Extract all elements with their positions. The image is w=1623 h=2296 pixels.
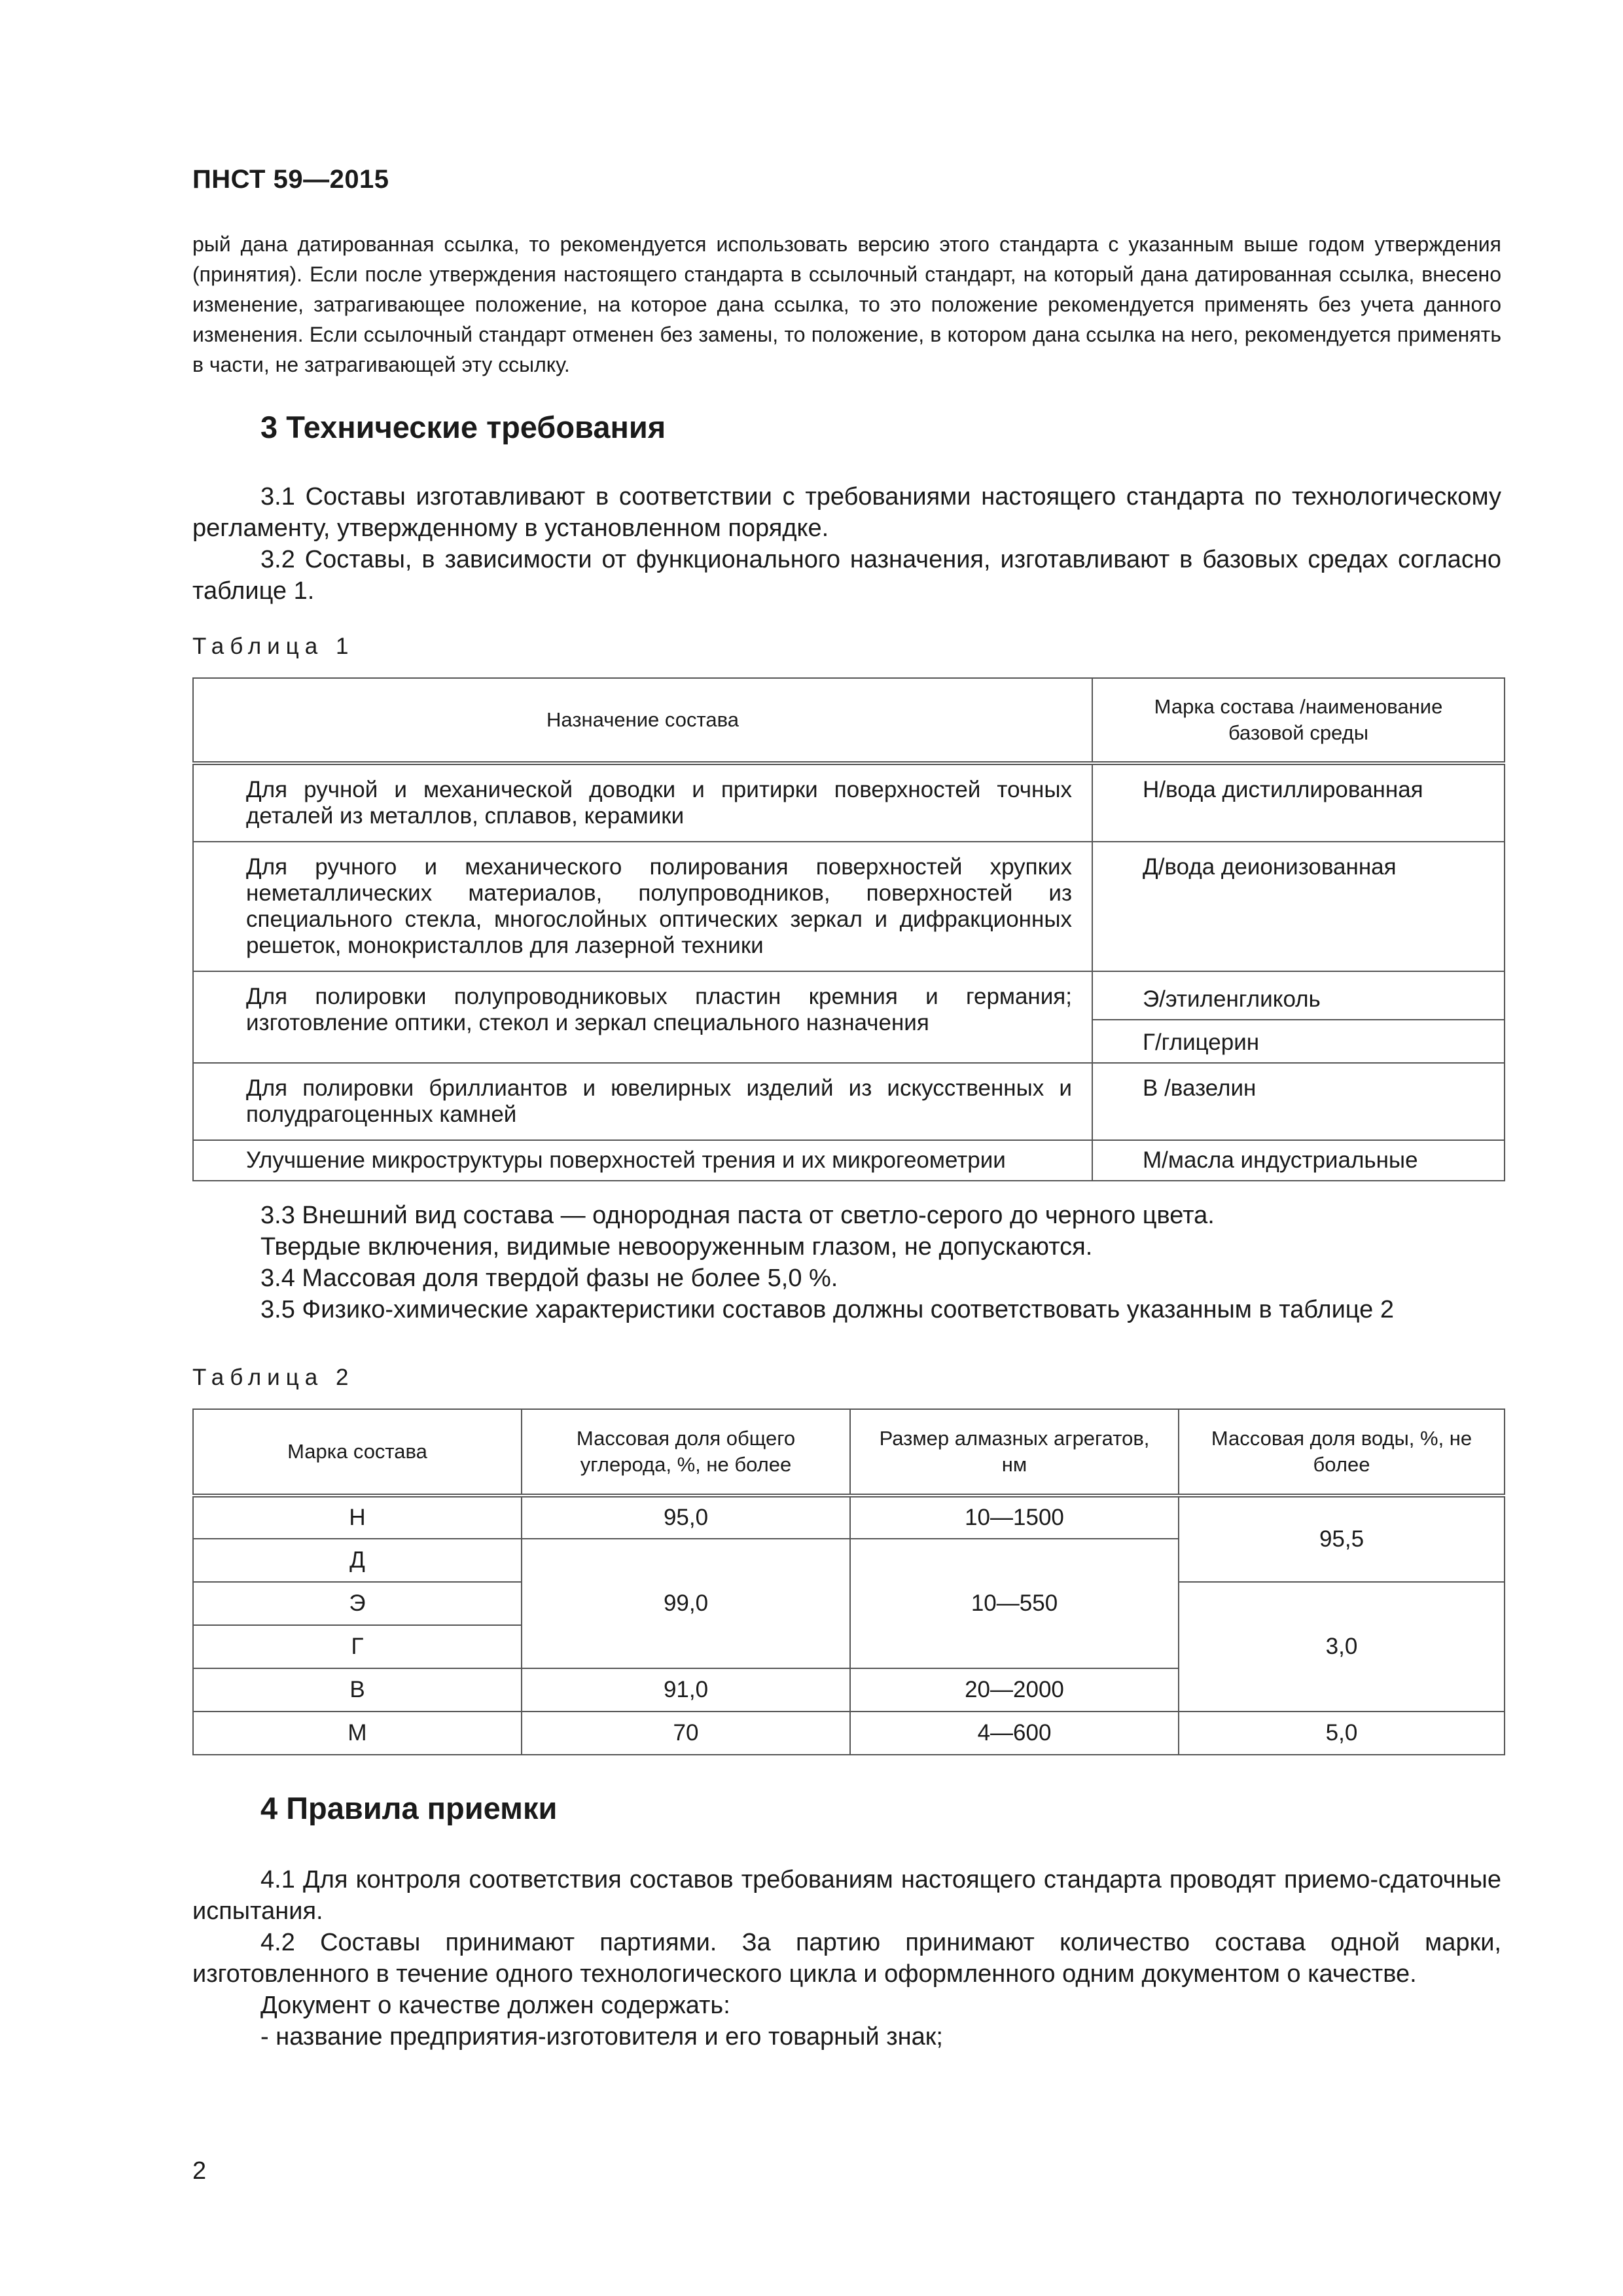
paragraph-4-1: 4.1 Для контроля соответствия составов требованиям настоящего стандарта проводят приемо-сдаточные испытания. bbox=[192, 1866, 1501, 1925]
column-header: Размер алмазных агрегатов, нм bbox=[850, 1409, 1179, 1496]
column-header: Марка состава /наименование базовой среды bbox=[1092, 678, 1505, 763]
column-header: Массовая доля общего углерода, %, не более bbox=[522, 1409, 850, 1496]
mark-cell: В /вазелин bbox=[1092, 1063, 1505, 1140]
mark-cell: М bbox=[193, 1712, 522, 1755]
carbon-cell: 99,0 bbox=[522, 1539, 850, 1668]
purpose-cell: Для ручного и механического полирования поверхностей хрупких неметаллических материалов, полупроводников, поверхностей из специального стекла, многослойных оптических зеркал и дифракционных решеток, монокристаллов для лазерной техники bbox=[193, 842, 1092, 971]
intro-text: рый дана датированная ссылка, то рекомендуется использовать версию этого стандарта с указанным выше годом утверждения (принятия). Если после утверждения настоящего стандарта в ссылочный стандарт, на который дана датированная ссылка, внесено изменение, затрагивающее положение, на которое дана ссылка, то это положение рекомендуется применять без учета данного изменения. Если ссылочный стандарт отменен без замены, то положение, в котором дана ссылка на него, рекомендуется применять в части, не затрагивающей эту ссылку. bbox=[192, 232, 1501, 376]
column-header: Назначение состава bbox=[193, 678, 1092, 763]
column-header: Массовая доля воды, %, не более bbox=[1179, 1409, 1505, 1496]
table-2-caption: Таблица 2 bbox=[192, 1365, 355, 1390]
mark-cell: Э/этиленгликоль bbox=[1092, 971, 1505, 1020]
mark-cell: Д/вода деионизованная bbox=[1092, 842, 1505, 971]
table-row bbox=[193, 1140, 1505, 1181]
mark-cell: Н/вода дистиллированная bbox=[1092, 763, 1505, 842]
section-3-body bbox=[192, 481, 1501, 607]
mark-cell: Э bbox=[193, 1582, 522, 1625]
table-row bbox=[193, 763, 1505, 842]
water-cell: 5,0 bbox=[1179, 1712, 1505, 1755]
table-header-row bbox=[193, 678, 1505, 763]
table-1-caption: Таблица 1 bbox=[192, 634, 355, 659]
table-row bbox=[193, 971, 1505, 1020]
size-cell: 4—600 bbox=[850, 1712, 1179, 1755]
mark-cell: М/масла индустриальные bbox=[1092, 1140, 1505, 1181]
purpose-cell: Для ручной и механической доводки и притирки поверхностей точных деталей из металлов, сплавов, керамики bbox=[193, 763, 1092, 842]
paragraph-4-2: 4.2 Составы принимают партиями. За партию принимают количество состава одной марки, изготовленного в течение одного технологического цикла и оформленного одним документом о качестве. bbox=[192, 1929, 1501, 1988]
list-item: - название предприятия-изготовителя и его товарный знак; bbox=[260, 2023, 943, 2051]
paragraph-4-doc: Документ о качестве должен содержать: bbox=[260, 1992, 730, 2019]
page-number: 2 bbox=[192, 2157, 207, 2185]
size-cell: 20—2000 bbox=[850, 1668, 1179, 1712]
purpose-cell: Улучшение микроструктуры поверхностей трения и их микрогеометрии bbox=[193, 1140, 1092, 1181]
paragraph-3-1: 3.1 Составы изготавливают в соответствии с требованиями настоящего стандарта по технологическому регламенту, утвержденному в установленном порядке. bbox=[192, 483, 1501, 542]
section-3-body-cont bbox=[192, 1200, 1501, 1325]
water-cell: 3,0 bbox=[1179, 1582, 1505, 1712]
carbon-cell: 95,0 bbox=[522, 1496, 850, 1539]
size-cell: 10—550 bbox=[850, 1539, 1179, 1668]
section-4-heading: 4 Правила приемки bbox=[260, 1791, 558, 1825]
mark-cell: Д bbox=[193, 1539, 522, 1582]
section-3-heading: 3 Технические требования bbox=[260, 410, 666, 444]
carbon-cell: 91,0 bbox=[522, 1668, 850, 1712]
table-row bbox=[193, 842, 1505, 971]
paragraph-3-4: 3.4 Массовая доля твердой фазы не более 5,0 %. bbox=[260, 1265, 838, 1292]
table-2 bbox=[192, 1408, 1505, 1755]
table-row bbox=[193, 1712, 1505, 1755]
intro-paragraph bbox=[192, 229, 1501, 380]
column-header: Марка состава bbox=[193, 1409, 522, 1496]
mark-cell: В bbox=[193, 1668, 522, 1712]
mark-cell: Г bbox=[193, 1625, 522, 1668]
water-cell: 95,5 bbox=[1179, 1496, 1505, 1582]
carbon-cell: 70 bbox=[522, 1712, 850, 1755]
mark-cell: Н bbox=[193, 1496, 522, 1539]
purpose-cell: Для полировки бриллиантов и ювелирных изделий из искусственных и полудрагоценных камней bbox=[193, 1063, 1092, 1140]
paragraph-3-3: 3.3 Внешний вид состава — однородная паста от светло-серого до черного цвета. bbox=[260, 1202, 1215, 1229]
table-header-row bbox=[193, 1409, 1505, 1496]
size-cell: 10—1500 bbox=[850, 1496, 1179, 1539]
paragraph-3-5: 3.5 Физико-химические характеристики составов должны соответствовать указанным в таблице 2 bbox=[260, 1296, 1394, 1323]
section-4-body bbox=[192, 1864, 1501, 2053]
table-1 bbox=[192, 677, 1505, 1181]
table-row bbox=[193, 1496, 1505, 1539]
table-row bbox=[193, 1063, 1505, 1140]
paragraph-3-3b: Твердые включения, видимые невооруженным глазом, не допускаются. bbox=[260, 1233, 1093, 1261]
paragraph-3-2: 3.2 Составы, в зависимости от функционального назначения, изготавливают в базовых средах согласно таблице 1. bbox=[192, 546, 1501, 605]
mark-cell: Г/глицерин bbox=[1092, 1020, 1505, 1063]
purpose-cell: Для полировки полупроводниковых пластин кремния и германия; изготовление оптики, стекол и зеркал специального назначения bbox=[193, 971, 1092, 1063]
document-header: ПНСТ 59—2015 bbox=[192, 165, 389, 194]
